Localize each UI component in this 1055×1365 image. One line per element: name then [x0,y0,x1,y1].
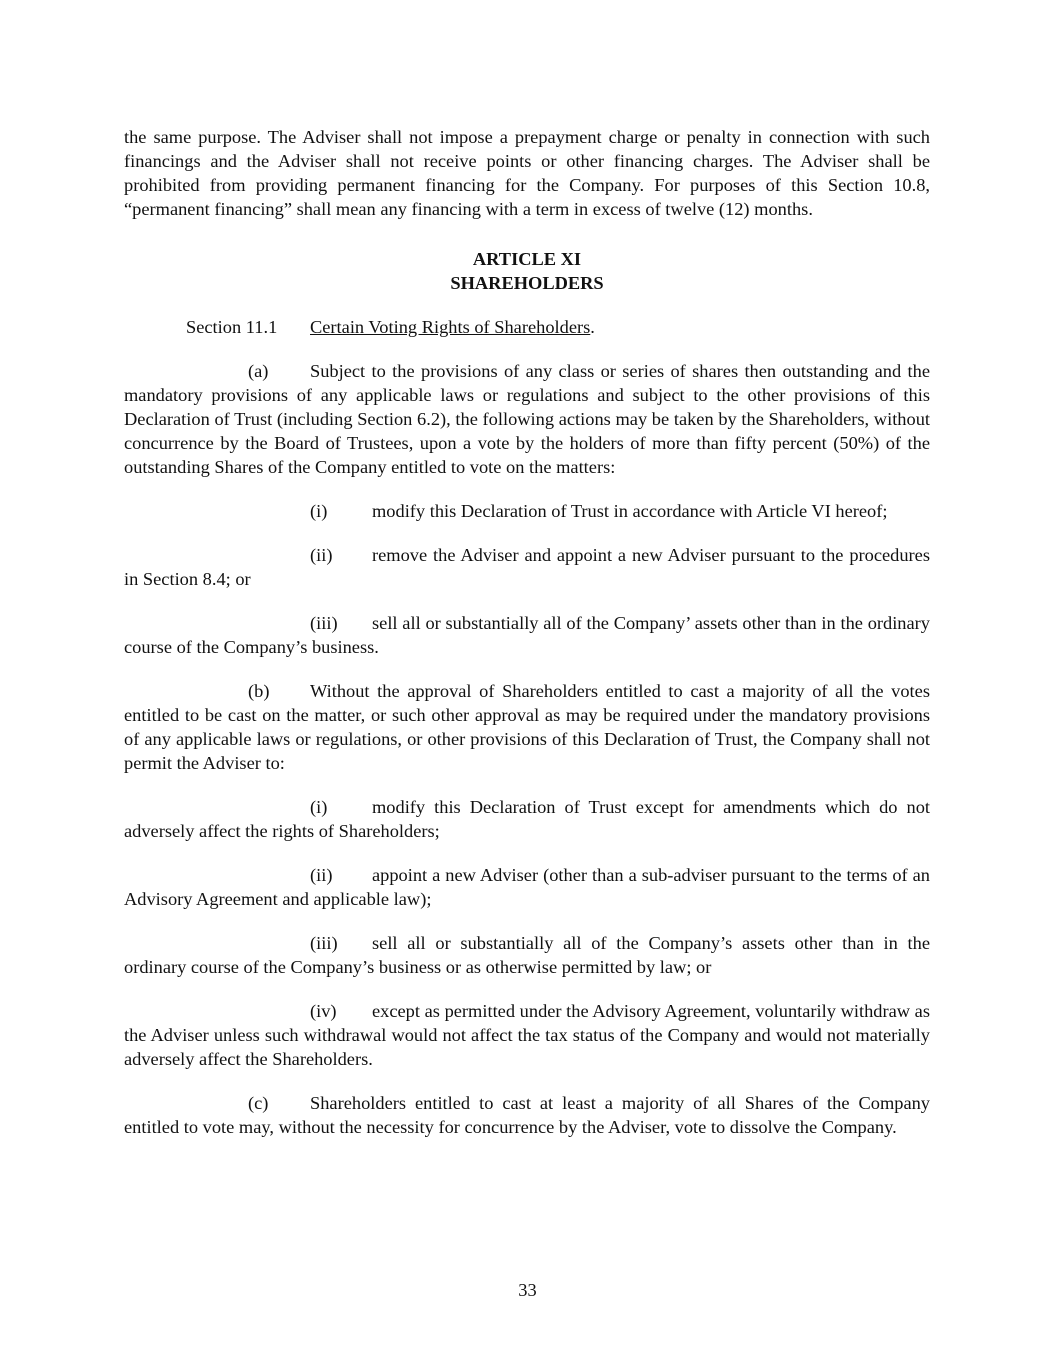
section-number: Section 11.1 [186,317,278,337]
section-heading [124,315,930,339]
document-page [124,125,930,1139]
section-title: Certain Voting Rights of Shareholders [310,317,591,337]
clause-b-item-ii [124,863,930,911]
clause-c [124,1091,930,1139]
clause-b-item-iii-text: sell all or substantially all of the Company’s assets other than in the ordinary course of the Company’s business or as otherwise permitted by law; or [124,933,930,977]
clause-a-label: (a) [248,361,269,381]
clause-b-item-i-label: (i) [310,797,328,817]
clause-a-item-i-text: modify this Declaration of Trust in accordance with Article VI hereof; [372,501,888,521]
clause-b [124,679,930,775]
clause-b-label: (b) [248,681,270,701]
clause-b-item-iii-label: (iii) [310,933,338,953]
clause-a-item-ii [124,543,930,591]
clause-b-item-i [124,795,930,843]
clause-c-label: (c) [248,1093,269,1113]
clause-a-item-i-label: (i) [310,501,328,521]
clause-a-item-ii-label: (ii) [310,545,333,565]
clause-b-item-iv-label: (iv) [310,1001,337,1021]
clause-a-item-iii-text: sell all or substantially all of the Company’ assets other than in the ordinary course of the Company’s business. [124,613,930,657]
article-number: ARTICLE XI [472,249,582,269]
clause-a-item-iii-label: (iii) [310,613,338,633]
clause-b-item-iii [124,931,930,979]
clause-a-item-ii-text: remove the Adviser and appoint a new Adviser pursuant to the procedures in Section 8.4; or [124,545,930,589]
article-title: SHAREHOLDERS [450,273,604,293]
page-number: 33 [518,1280,537,1300]
clause-b-item-ii-label: (ii) [310,865,333,885]
clause-b-item-ii-text: appoint a new Adviser (other than a sub-adviser pursuant to the terms of an Advisory Agreement and applicable law); [124,865,930,909]
clause-b-item-iv-text: except as permitted under the Advisory Agreement, voluntarily withdraw as the Adviser unless such withdrawal would not affect the tax status of the Company and would not materially adversely affect the Shareholders. [124,1001,930,1069]
clause-a-item-iii [124,611,930,659]
clause-b-text: Without the approval of Shareholders entitled to cast a majority of all the votes entitled to be cast on the matter, or such other approval as may be required under the mandatory provisions of any applicable laws or regulations, or other provisions of this Declaration of Trust, the Company shall not permit the Adviser to: [124,681,930,773]
continued-paragraph: the same purpose. The Adviser shall not impose a prepayment charge or penalty in connection with such financings and the Adviser shall not receive points or other financing charges. The Adviser shall be prohibited from providing permanent financing for the Company. For purposes of this Section 10.8, “permanent financing” shall mean any financing with a term in excess of twelve (12) months. [124,127,930,219]
clause-a-item-i [124,499,930,523]
section-title-suffix: . [590,317,595,337]
clause-a [124,359,930,479]
clause-b-item-i-text: modify this Declaration of Trust except for amendments which do not adversely affect the rights of Shareholders; [124,797,930,841]
clause-b-item-iv [124,999,930,1071]
clause-c-text: Shareholders entitled to cast at least a majority of all Shares of the Company entitled to vote may, without the necessity for concurrence by the Adviser, vote to dissolve the Company. [124,1093,930,1137]
clause-a-text: Subject to the provisions of any class or series of shares then outstanding and the mandatory provisions of any applicable laws or regulations and subject to the other provisions of this Declaration of Trust (including Section 6.2), the following actions may be taken by the Shareholders, without concurrence by the Board of Trustees, upon a vote by the holders of more than fifty percent (50%) of the outstanding Shares of the Company entitled to vote on the matters: [124,361,930,477]
